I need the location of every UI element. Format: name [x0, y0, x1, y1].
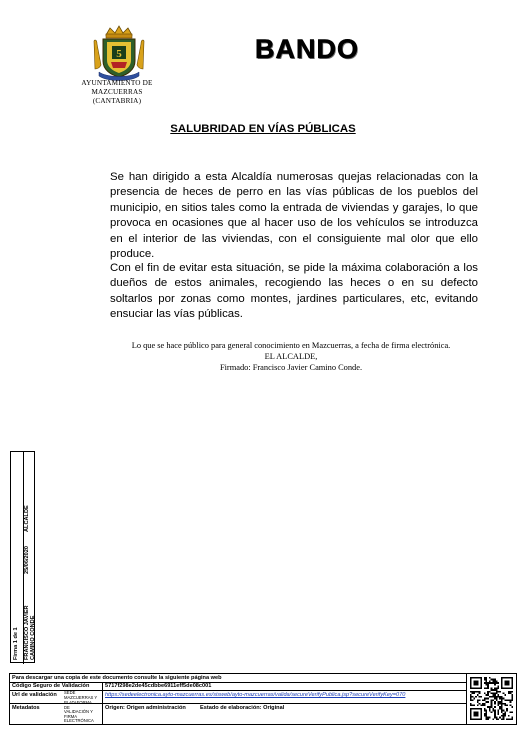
- footer-col-rule: [466, 674, 467, 725]
- coat-of-arms-icon: [92, 24, 146, 82]
- issuer-line: PLATAFORMA: [64, 700, 92, 705]
- signature-strip: [10, 451, 35, 663]
- body-paragraph: Se han dirigido a esta Alcaldía numerosas quejas relacionadas con la presencia de heces de perro en las vías públicas de los pueblos del municipio, en sitios tales como la entrada de viviendas y garajes, lo que provoca en ocasiones que al hacer uso de los vehículos se introduzca en el interior de las viviendas, con el consiguiente mal olor que ello produce.: [110, 171, 478, 261]
- organization-name: [62, 79, 172, 106]
- qr-code-icon[interactable]: [470, 677, 513, 720]
- signer-name-line1: FRANCISCO JAVIER: [24, 605, 30, 660]
- validation-url-label: Url de validación: [12, 692, 57, 698]
- secure-code-value: 5717f298e2de45cdbbe6911eff5de08c001: [105, 683, 212, 689]
- secure-code-label: Código Seguro de Validación: [12, 683, 90, 689]
- metadata-origin: Origen: Origen administración: [105, 705, 186, 711]
- org-line: AYUNTAMIENTO DE: [81, 79, 153, 87]
- closing-signer-title: EL ALCALDE,: [264, 352, 318, 361]
- signer-name-line2: CAMINO CONDE: [30, 615, 36, 660]
- download-instructions: Para descargar una copia de este documento consulte la siguiente página web: [12, 675, 222, 681]
- validation-footer: [9, 673, 517, 725]
- issuer-line: DE: [64, 704, 70, 710]
- metadata-label: Metadatos: [12, 705, 40, 711]
- svg-text:5: 5: [116, 48, 122, 60]
- signature-page-count: Firma 1 de 1: [13, 627, 19, 660]
- signature-date: 25/06/2020: [24, 546, 30, 574]
- closing-line: Lo que se hace público para general conocimiento en Mazcuerras, a fecha de firma electrónica.: [131, 341, 451, 350]
- url-issuer: [64, 691, 97, 700]
- issuer-line: FIRMA: [64, 713, 78, 719]
- metadata-state: Estado de elaboración: Original: [200, 705, 285, 711]
- issuer-line: SEDE: [64, 690, 76, 695]
- signer-role: ALCALDE: [24, 505, 30, 532]
- issuer-line: VALIDACIÓN Y: [64, 709, 93, 715]
- body-paragraph: Con el fin de evitar esta situación, se pide la máxima colaboración a los dueños de estos animales, recogiendo las heces o en su defecto soltarlos por zonas como montes, jardines particulares, etc, evitando ensuciar las vías públicas.: [110, 262, 478, 321]
- closing-block: [96, 340, 486, 373]
- url-issuer-cont: [64, 701, 94, 724]
- closing-signature: Firmado: Francisco Javier Camino Conde.: [219, 363, 363, 372]
- issuer-line: ELECTRÓNICA: [64, 718, 94, 724]
- footer-col-rule: [102, 682, 103, 725]
- org-line: MAZCUERRAS: [91, 88, 143, 96]
- document-title: BANDO: [255, 34, 359, 64]
- document-subject: SALUBRIDAD EN VÍAS PÚBLICAS: [170, 123, 356, 135]
- org-line: (CANTABRIA): [92, 97, 142, 105]
- validation-url-link[interactable]: https://sedeelectronica.ayto-mazcuerras.es/sisweb/ayto-mazcuerras/valida/secureVerifyPublica.jsp?secureVerifyKey=070: [105, 692, 406, 698]
- issuer-line: MAZCUERRAS Y: [64, 694, 98, 700]
